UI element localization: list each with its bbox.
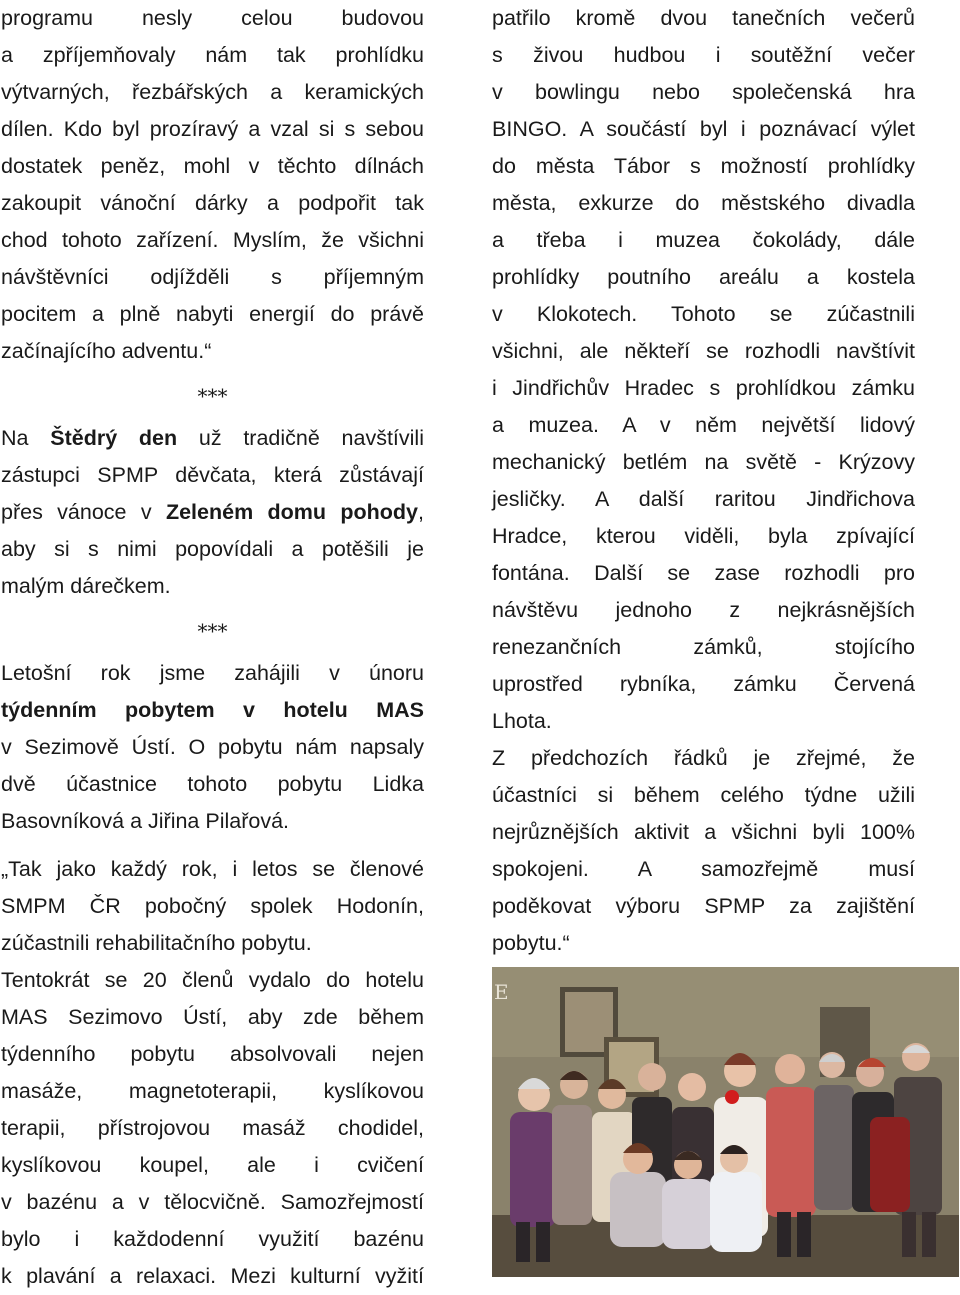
- paragraph-quote: [1, 851, 424, 1295]
- text-line: výtvarných, řezbářských a keramických: [1, 80, 424, 104]
- text-line: v Klokotech. Tohoto se zúčastnili: [492, 302, 915, 326]
- text-line: dílen. Kdo byl prozíravý a vzal si s sebou: [1, 117, 424, 141]
- text-line: i Jindřichův Hradec s prohlídkou zámku: [492, 376, 915, 400]
- text-line: spokojeni. A samozřejmě musí: [492, 857, 915, 881]
- text-line: terapii, přístrojovou masáž chodidel,: [1, 1116, 424, 1140]
- text-line: dvě účastnice tohoto pobytu Lidka: [1, 772, 424, 796]
- paragraph-program: [492, 0, 915, 740]
- text-line: do města Tábor s možností prohlídky: [492, 154, 915, 178]
- text-line: programu nesly celou budovou: [1, 6, 424, 30]
- text-line: patřilo kromě dvou tanečních večerů: [492, 6, 915, 30]
- text-line: Letošní rok jsme zahájili v únoru: [1, 661, 424, 685]
- text-line: pocitem a plně nabyti energií do právě: [1, 302, 424, 326]
- text-line: uprostřed rybníka, zámku Červená: [492, 672, 915, 696]
- text-run: přes vánoce v: [1, 500, 166, 524]
- text-line: týdenního pobytu absolvovali nejen: [1, 1042, 424, 1066]
- text-line: [1, 494, 424, 531]
- text-run: už tradičně navštívili: [177, 426, 424, 450]
- text-line: masáže, magnetoterapii, kyslíkovou: [1, 1079, 424, 1103]
- text-line: MAS Sezimovo Ústí, aby zde během: [1, 1005, 424, 1029]
- text-line: chod tohoto zařízení. Myslím, že všichni: [1, 228, 424, 252]
- text-run: Na: [1, 426, 51, 450]
- text-line: Hradce, kterou viděli, byla zpívající: [492, 524, 915, 548]
- left-column: [1, 0, 424, 1295]
- text-line: a třeba i muzea čokolády, dále: [492, 228, 915, 252]
- text-line: zástupci SPMP děvčata, která zůstávají: [1, 463, 424, 487]
- text-line: zakoupit vánoční dárky a podpořit tak: [1, 191, 424, 215]
- text-line: města, exkurze do městského divadla: [492, 191, 915, 215]
- section-separator: ***: [197, 384, 228, 408]
- text-line: renezančních zámků, stojícího: [492, 635, 915, 659]
- text-line: aby si s nimi popovídali a potěšili je: [1, 537, 424, 561]
- paragraph-stedry-den: [1, 420, 424, 605]
- group-photo: [492, 967, 959, 1277]
- text-line: Lhota.: [492, 709, 552, 733]
- section-separator: ***: [197, 619, 228, 643]
- text-line: v Sezimově Ústí. O pobytu nám napsaly: [1, 735, 424, 759]
- right-column: [492, 0, 915, 962]
- text-line: Basovníková a Jiřina Pilařová.: [1, 809, 290, 833]
- text-line: začínajícího adventu.“: [1, 339, 212, 363]
- bold-text-line: týdenním pobytem v hotelu MAS: [1, 698, 424, 722]
- text-line: jesličky. A další raritou Jindřichova: [492, 487, 915, 511]
- text-line: a muzea. A v něm největší lidový: [492, 413, 915, 437]
- text-run: ,: [418, 500, 424, 524]
- group-photo-illustration: [492, 967, 959, 1277]
- text-line: v bazénu a v tělocvičně. Samozřejmostí: [1, 1190, 424, 1214]
- text-line: nejrůznějších aktivit a všichni byli 100%: [492, 820, 915, 844]
- text-line: kyslíkovou koupel, ale i cvičení: [1, 1153, 424, 1177]
- text-line: prohlídky poutního areálu a kostela: [492, 265, 915, 289]
- paragraph-tydenni-pobyt: [1, 655, 424, 840]
- text-line: v bowlingu nebo společenská hra: [492, 80, 915, 104]
- paragraph-dilny: [1, 0, 424, 370]
- text-line: návštěvu jednoho z nejkrásnějších: [492, 598, 915, 622]
- text-line: „Tak jako každý rok, i letos se členové: [1, 857, 424, 881]
- bold-text: Zeleném domu pohody: [165, 500, 419, 524]
- text-line: a zpříjemňovaly nám tak prohlídku: [1, 43, 424, 67]
- text-line: bylo i každodenní využití bazénu: [1, 1227, 424, 1251]
- text-line: s živou hudbou i soutěžní večer: [492, 43, 915, 67]
- text-line: dostatek peněz, mohl v těchto dílnách: [1, 154, 424, 178]
- text-line: k plavání a relaxaci. Mezi kulturní vyžití: [1, 1264, 424, 1288]
- text-line: malým dárečkem.: [1, 574, 171, 598]
- text-line: SMPM ČR pobočný spolek Hodonín,: [1, 894, 424, 918]
- text-line: pobytu.“: [492, 931, 570, 955]
- text-line: BINGO. A součástí byl i poznávací výlet: [492, 117, 915, 141]
- text-line: Tentokrát se 20 členů vydalo do hotelu: [1, 968, 424, 992]
- text-line: všichni, ale někteří se rozhodli navštívit: [492, 339, 915, 363]
- wall-letter: E: [494, 980, 509, 1004]
- text-line: účastníci si během celého týdne užili: [492, 783, 915, 807]
- text-line: zúčastnili rehabilitačního pobytu.: [1, 931, 312, 955]
- text-line: [1, 420, 424, 457]
- paragraph-conclusion: [492, 740, 915, 962]
- text-line: návštěvníci odjížděli s příjemným: [1, 265, 424, 289]
- text-line: fontána. Další se zase rozhodli pro: [492, 561, 915, 585]
- text-line: Z předchozích řádků je zřejmé, že: [492, 746, 915, 770]
- text-line: poděkovat výboru SPMP za zajištění: [492, 894, 915, 918]
- bold-text: Štědrý den: [50, 426, 178, 450]
- text-line: mechanický betlém na světě - Krýzovy: [492, 450, 915, 474]
